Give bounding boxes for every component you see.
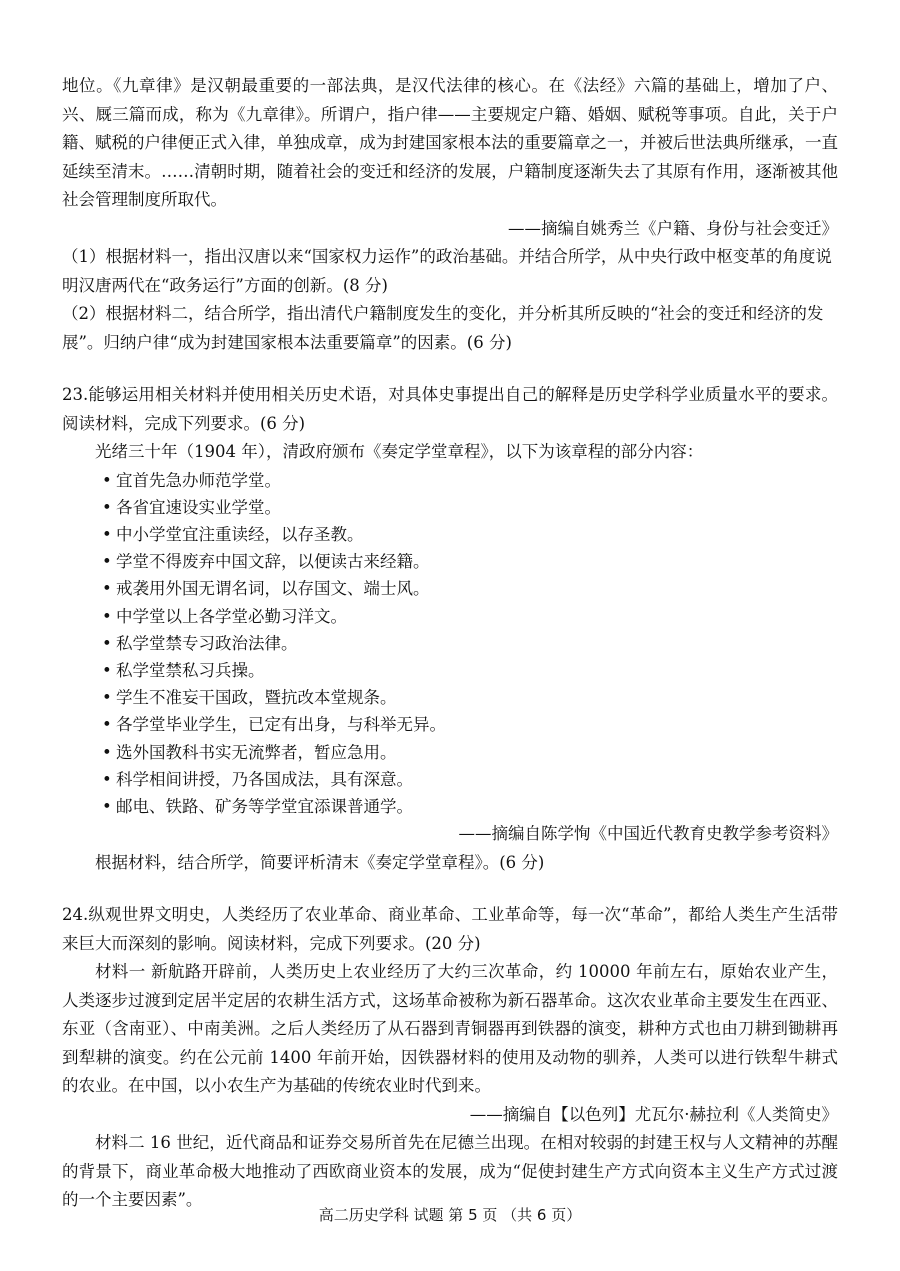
regulation-text: 私学堂禁私习兵操。 [116, 660, 265, 680]
regulation-text: 学生不准妄干国政，暨抗改本堂规条。 [116, 688, 397, 708]
regulation-text: 中学堂以上各学堂必勤习洋文。 [116, 606, 347, 626]
bullet-icon: • [102, 579, 112, 599]
regulation-list [62, 467, 838, 821]
regulation-text: 宜首先急办师范学堂。 [116, 470, 281, 490]
bullet-icon: • [102, 769, 112, 789]
regulation-item [102, 630, 838, 657]
regulation-item [102, 603, 838, 630]
regulation-item [102, 711, 838, 738]
regulation-text: 学堂不得废弃中国文辞，以便读古来经籍。 [116, 552, 430, 572]
bullet-icon: • [102, 688, 112, 708]
regulation-text: 各学堂毕业学生，已定有出身，与科举无异。 [116, 715, 446, 735]
regulation-text: 邮电、铁路、矿务等学堂宜添课普通学。 [116, 796, 413, 816]
regulation-text: 科学相间讲授，乃各国成法，具有深意。 [116, 769, 413, 789]
question-24-material-1: 材料一 新航路开辟前，人类历史上农业经历了大约三次革命，约 10000 年前左右，原始农业产生，人类逐步过渡到定居半定居的农耕生活方式，这场革命被称为新石器革命。这次农业革命主要发生在西亚、东亚（含南亚）、中南美洲。之后人类经历了从石器到青铜器再到铁器的演变，耕种方式也由刀耕到锄耕再到犁耕的演变。约在公元前 1400 年前开始，因铁器材料的使用及动物的驯养，人类可以进行铁犁牛耕式的农业。在中国，以小农生产为基础的传统农业时代到来。 [62, 962, 838, 1096]
regulation-text: 私学堂禁专习政治法律。 [116, 633, 298, 653]
material-two-source: ——摘编自姚秀兰《户籍、身份与社会变迁》 [508, 218, 838, 238]
question-24-stem: 24.纵观世界文明史，人类经历了农业革命、商业革命、工业革命等，每一次“革命”，都给人类生产生活带来巨大而深刻的影响。阅读材料，完成下列要求。(20 分) [62, 905, 838, 953]
question-23-intro: 光绪三十年（1904 年），清政府颁布《奏定学堂章程》，以下为该章程的部分内容： [95, 442, 704, 461]
question-24-source-1: ——摘编自【以色列】尤瓦尔·赫拉利《人类简史》 [469, 1104, 838, 1124]
material-two-continued: 地位。《九章律》是汉朝最重要的一部法典，是汉代法律的核心。在《法经》六篇的基础上，增加了户、兴、厩三篇而成，称为《九章律》。所谓户，指户律——主要规定户籍、婚姻、赋税等事项。自此，关于户籍、赋税的户律便正式入律，单独成章，成为封建国家根本法的重要篇章之一，并被后世法典所继承，一直延续至清末。……清朝时期，随着社会的变迁和经济的发展，户籍制度逐渐失去了其原有作用，逐渐被其他社会管理制度所取代。 [62, 76, 838, 209]
bullet-icon: • [102, 660, 112, 680]
question-22-part-2: （2）根据材料二，结合所学，指出清代户籍制度发生的变化，并分析其所反映的“社会的变迁和经济的发展”。归纳户律“成为封建国家根本法重要篇章”的因素。(6 分) [62, 304, 824, 352]
page-footer: 高二历史学科 试题 第 5 页 （共 6 页） [318, 1206, 582, 1224]
question-22-part-1: （1）根据材料一，指出汉唐以来“国家权力运作”的政治基础。并结合所学，从中央行政中枢变革的角度说明汉唐两代在“政务运行”方面的创新。(8 分) [62, 247, 832, 295]
bullet-icon: • [102, 633, 112, 653]
regulation-item [102, 793, 838, 820]
regulation-item [102, 548, 838, 575]
regulation-text: 选外国教科书实无流弊者，暂应急用。 [116, 742, 397, 762]
regulation-text: 戒袭用外国无谓名词，以存国文、端士风。 [116, 579, 430, 599]
regulation-item [102, 739, 838, 766]
regulation-text: 各省宜速设实业学堂。 [116, 497, 281, 517]
question-23-source: ——摘编自陈学恂《中国近代教育史教学参考资料》 [458, 824, 838, 844]
bullet-icon: • [102, 796, 112, 816]
question-24-material-2: 材料二 16 世纪，近代商品和证券交易所首先在尼德兰出现。在相对较弱的封建王权与人文精神的苏醒的背景下，商业革命极大地推动了西欧商业资本的发展，成为“促使封建生产方式向资本主义生产方式过渡的一个主要因素”。 [62, 1133, 838, 1210]
regulation-item [102, 575, 838, 602]
bullet-icon: • [102, 742, 112, 762]
bullet-icon: • [102, 552, 112, 572]
regulation-item [102, 657, 838, 684]
bullet-icon: • [102, 606, 112, 626]
regulation-item [102, 467, 838, 494]
regulation-item [102, 494, 838, 521]
bullet-icon: • [102, 497, 112, 517]
regulation-text: 中小学堂宜注重读经，以存圣教。 [116, 524, 364, 544]
bullet-icon: • [102, 470, 112, 490]
bullet-icon: • [102, 715, 112, 735]
regulation-item [102, 521, 838, 548]
question-23-question: 根据材料，结合所学，简要评析清末《奏定学堂章程》。(6 分) [95, 852, 545, 872]
regulation-item [102, 684, 838, 711]
regulation-item [102, 766, 838, 793]
question-23-stem: 23.能够运用相关材料并使用相关历史术语，对具体史事提出自己的解释是历史学科学业质量水平的要求。阅读材料，完成下列要求。(6 分) [62, 385, 838, 433]
bullet-icon: • [102, 524, 112, 544]
